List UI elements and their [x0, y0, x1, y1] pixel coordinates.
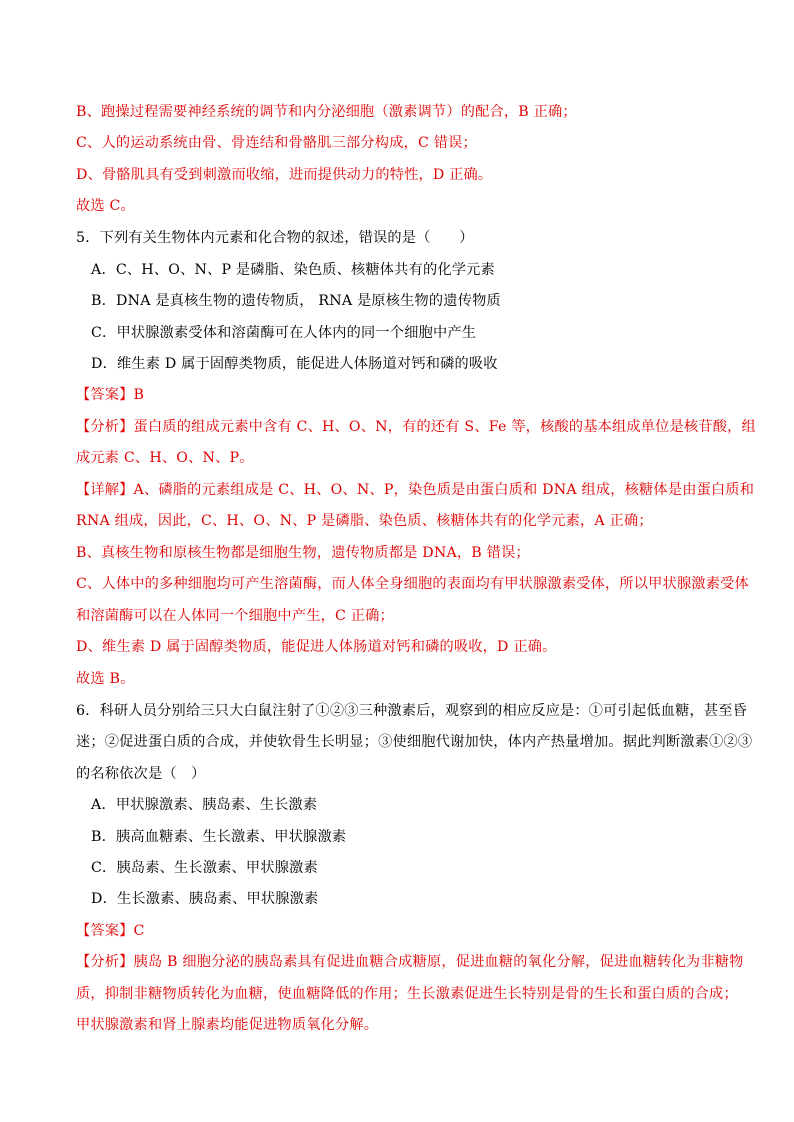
- question-5-option-b: B．DNA 是真核生物的遗传物质， RNA 是原核生物的遗传物质: [91, 293, 501, 309]
- question-5-conclusion: 故选 B。: [76, 671, 135, 687]
- choice-conclusion: 故选 C。: [76, 198, 135, 214]
- question-6-option-c: C．胰岛素、生长激素、甲状腺激素: [91, 860, 318, 876]
- question-6-analysis-line-2: 质，抑制非糖物质转化为血糖，使血糖降低的作用；生长激素促进生长特别是骨的生长和蛋白质的合成；: [76, 986, 738, 1002]
- question-5-detail-line-2: RNA 组成，因此，C、H、O、N、P 是磷脂、染色质、核糖体共有的化学元素，A 正确；: [76, 513, 653, 529]
- question-6-option-d: D．生长激素、胰岛素、甲状腺激素: [91, 891, 319, 907]
- question-6-stem-line-1: 6．科研人员分别给三只大白鼠注射了①②③三种激素后，观察到的相应反应是：①可引起低血糖，甚至昏: [76, 703, 748, 719]
- question-5-analysis-line-1: 【分析】蛋白质的组成元素中含有 C、H、O、N，有的还有 S、Fe 等，核酸的基本组成单位是核苷酸，组: [76, 419, 756, 435]
- question-5-option-c: C．甲状腺激素受体和溶菌酶可在人体内的同一个细胞中产生: [91, 325, 477, 341]
- question-5-detail-line-1: 【详解】A、磷脂的元素组成是 C、H、O、N、P，染色质是由蛋白质和 DNA 组成，核糖体是由蛋白质和: [76, 482, 755, 498]
- question-5-answer: 【答案】B: [76, 387, 145, 403]
- question-5-detail-line-6: D、维生素 D 属于固醇类物质，能促进人体肠道对钙和磷的吸收，D 正确。: [76, 639, 557, 655]
- question-5-detail-line-3: B、真核生物和原核生物都是细胞生物，遗传物质都是 DNA，B 错误；: [76, 545, 530, 561]
- explanation-line-c: C、人的运动系统由骨、骨连结和骨骼肌三部分构成，C 错误；: [76, 135, 477, 151]
- question-6-analysis-line-1: 【分析】胰岛 B 细胞分泌的胰岛素具有促进血糖合成糖原，促进血糖的氧化分解，促进血糖转化为非糖物: [76, 954, 744, 970]
- question-5-stem: 5．下列有关生物体内元素和化合物的叙述，错误的是（ ）: [76, 230, 474, 246]
- question-6-answer: 【答案】C: [76, 923, 145, 939]
- question-6-option-a: A．甲状腺激素、胰岛素、生长激素: [91, 797, 318, 813]
- question-5-option-a: A．C、H、O、N、P 是磷脂、染色质、核糖体共有的化学元素: [91, 262, 495, 278]
- question-6-option-b: B．胰高血糖素、生长激素、甲状腺激素: [91, 829, 347, 845]
- question-6-analysis-line-3: 甲状腺激素和肾上腺素均能促进物质氧化分解。: [76, 1017, 379, 1033]
- question-5-detail-line-5: 和溶菌酶可以在人体同一个细胞中产生，C 正确；: [76, 608, 394, 624]
- explanation-line-b: B、跑操过程需要神经系统的调节和内分泌细胞（激素调节）的配合，B 正确；: [76, 104, 577, 120]
- question-5-analysis-line-2: 成元素 C、H、O、N、P。: [76, 450, 254, 466]
- explanation-line-d: D、骨骼肌具有受到刺激而收缩，进而提供动力的特性，D 正确。: [76, 167, 493, 183]
- question-5-detail-line-4: C、人体中的多种细胞均可产生溶菌酶，而人体全身细胞的表面均有甲状腺激素受体，所以甲状腺激素受体: [76, 576, 749, 592]
- question-6-stem-line-3: 的名称依次是（ ）: [76, 766, 206, 782]
- question-5-option-d: D．维生素 D 属于固醇类物质，能促进人体肠道对钙和磷的吸收: [91, 356, 498, 372]
- question-6-stem-line-2: 迷；②促进蛋白质的合成，并使软骨生长明显；③使细胞代谢加快，体内产热量增加。据此判断激素①②③: [76, 734, 753, 750]
